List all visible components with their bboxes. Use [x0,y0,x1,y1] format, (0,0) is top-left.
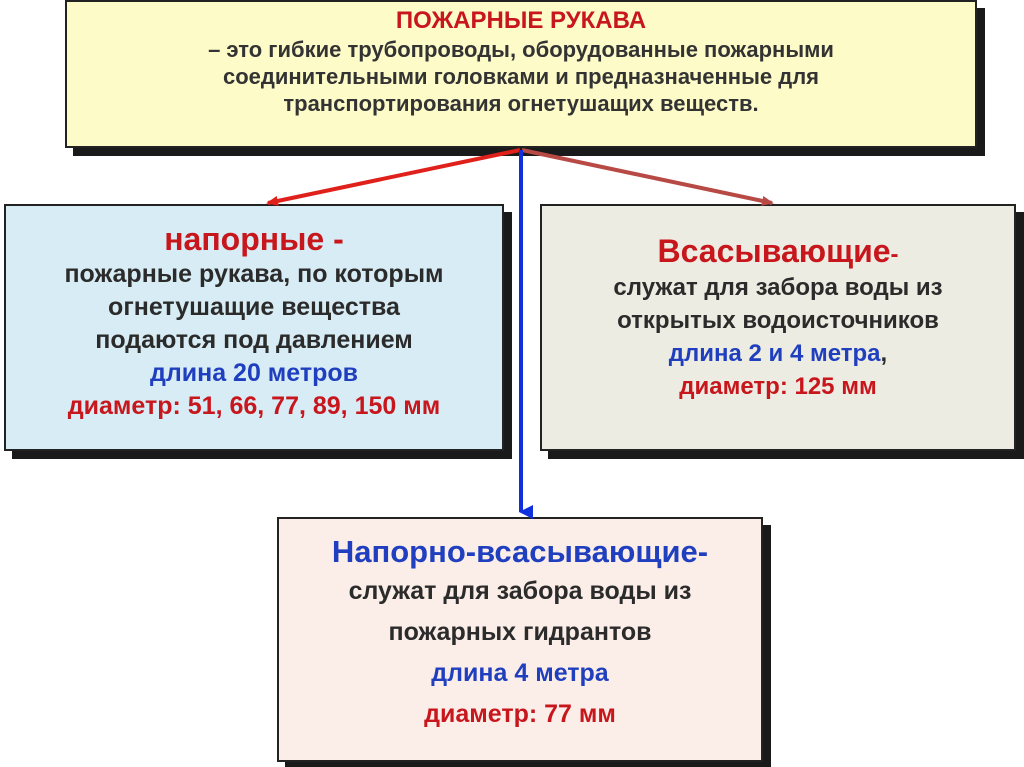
suction-hoses-title-dash: - [890,241,899,268]
arrow-to-pressure-hoses [268,150,520,203]
definition-line-3: транспортирования огнетушащих веществ. [283,91,759,116]
pressure-hoses-title: напорные - [164,221,344,257]
pressure-hoses-line-2: огнетушащие вещества [108,293,400,321]
suction-hoses-length-comma: , [880,340,888,367]
pressure-hoses-diameter: диаметр: 51, 66, 77, 89, 150 мм [67,392,441,420]
suction-hoses-line-2: открытых водоисточников [617,307,939,334]
arrow-to-suction-hoses [522,150,772,203]
pressure-suction-hoses-diameter: диаметр: 77 мм [424,700,616,728]
definition-line-2: соединительными головками и предназначенные для [222,64,820,89]
suction-hoses-diameter: диаметр: 125 мм [679,373,877,400]
definition-title: ПОЖАРНЫЕ РУКАВА [395,7,647,34]
definition-line-1: – это гибкие трубопроводы, оборудованные пожарными [208,37,834,62]
suction-hoses-length: длина 2 и 4 метра [668,340,881,367]
pressure-suction-hoses-line-1: служат для забора воды из [348,577,692,605]
pressure-hoses-line-1: пожарные рукава, по которым [64,260,444,288]
suction-hoses-title: Всасывающие [657,233,891,269]
pressure-suction-hoses-length: длина 4 метра [431,659,609,687]
suction-hoses-line-1: служат для забора воды из [613,274,943,301]
pressure-hoses-length: длина 20 метров [149,359,359,387]
pressure-suction-hoses-title: Напорно-всасывающие- [331,534,709,569]
pressure-suction-hoses-line-2: пожарных гидрантов [388,618,652,646]
pressure-hoses-line-3: подаются под давлением [95,326,413,354]
